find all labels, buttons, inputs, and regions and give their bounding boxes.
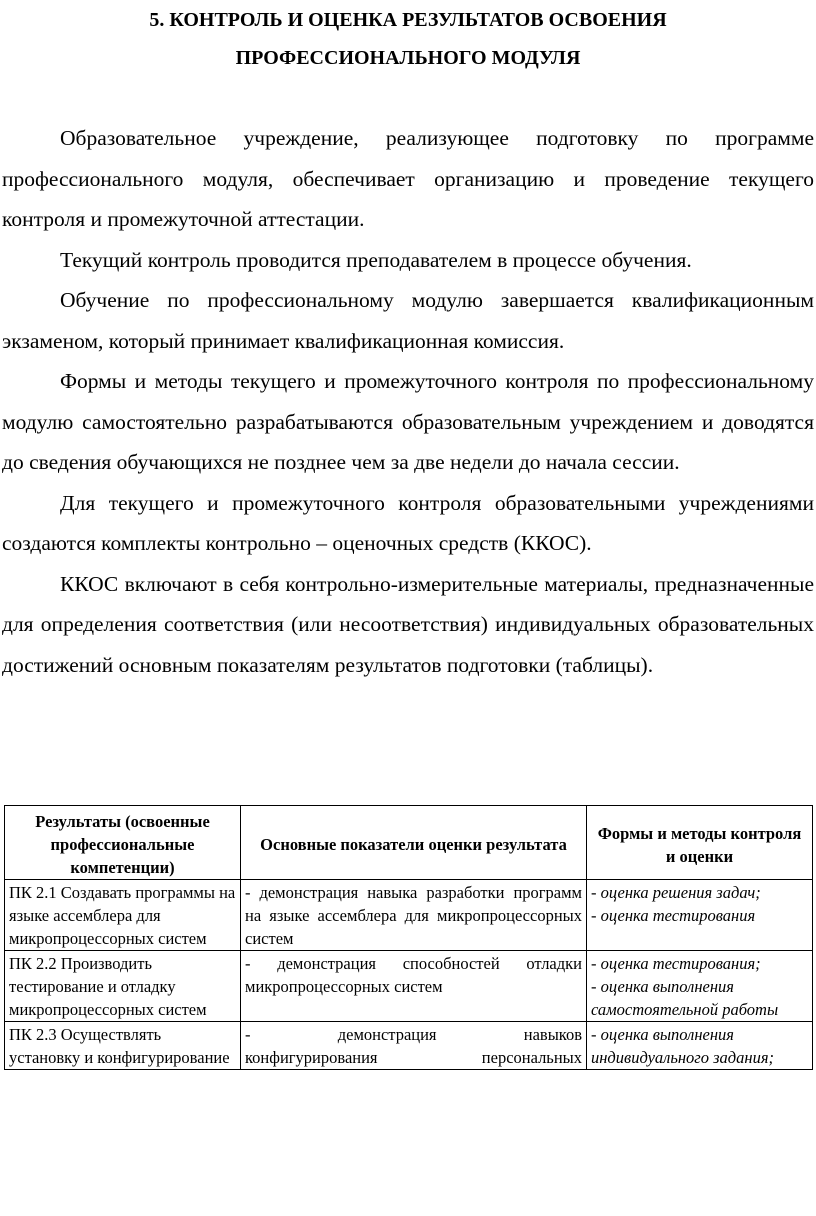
- body-text: [2, 118, 814, 685]
- header-indicators: Основные показатели оценки результата: [241, 806, 587, 880]
- paragraph: Образовательное учреждение, реализующее подготовку по программе профессионального модуля, обеспечивает организацию и проведение текущего контроля и промежуточной аттестации.: [2, 126, 814, 231]
- paragraph: ККОС включают в себя контрольно-измерительные материалы, предназначенные для определения соответствия (или несоответствия) индивидуальных образовательных достижений основным показателям результатов подготовки (таблицы).: [2, 571, 814, 677]
- header-results: Результаты (освоенные профессиональные компетенции): [5, 806, 241, 880]
- form-item: - оценка решения задач;: [591, 883, 761, 902]
- competence-cell: ПК 2.1 Создавать программы на языке ассемблера для микропроцессорных систем: [5, 880, 241, 951]
- table-header-row: [5, 806, 813, 880]
- form-item: - оценка тестирования: [591, 906, 756, 925]
- paragraph: Для текущего и промежуточного контроля образовательными учреждениями создаются комплекты контрольно – оценочных средств (ККОС).: [2, 490, 814, 555]
- page-title-line-2: ПРОФЕССИОНАЛЬНОГО МОДУЛЯ: [235, 47, 581, 69]
- forms-cell: [587, 880, 813, 951]
- header-forms: Формы и методы контроля и оценки: [587, 806, 813, 880]
- forms-cell: [587, 1022, 813, 1070]
- competence-cell: ПК 2.2 Производить тестирование и отладку микропроцессорных систем: [5, 951, 241, 1022]
- form-item: - оценка тестирования;: [591, 954, 761, 973]
- indicator-cell: - демонстрация навыка разработки программ на языке ассемблера для микропроцессорных систем: [241, 880, 587, 951]
- form-item: - оценка выполнения самостоятельной работы: [591, 977, 779, 1019]
- table-row: [5, 880, 813, 951]
- table-row: [5, 951, 813, 1022]
- competence-cell: ПК 2.3 Осуществлять установку и конфигурирование: [5, 1022, 241, 1070]
- forms-cell: [587, 951, 813, 1022]
- paragraph: Формы и методы текущего и промежуточного контроля по профессиональному модулю самостоятельно разрабатываются образовательным учреждением и доводятся до сведения обучающихся не позднее чем за две недели до начала сессии.: [2, 369, 814, 474]
- indicator-line: конфигурирования персональных: [245, 1048, 582, 1067]
- page-title-line-1: 5. КОНТРОЛЬ И ОЦЕНКА РЕЗУЛЬТАТОВ ОСВОЕНИЯ: [149, 9, 667, 31]
- indicator-line: - демонстрация навыков: [245, 1025, 582, 1044]
- paragraph: Текущий контроль проводится преподавателем в процессе обучения.: [60, 247, 692, 272]
- form-item: - оценка выполнения индивидуального задания;: [591, 1025, 774, 1067]
- table-row: [5, 1022, 813, 1070]
- paragraph: Обучение по профессиональному модулю завершается квалификационным экзаменом, который принимает квалификационная комиссия.: [2, 288, 814, 353]
- results-table: [4, 805, 813, 1070]
- indicator-cell: [241, 1022, 587, 1070]
- indicator-cell: - демонстрация способностей отладки микропроцессорных систем: [241, 951, 587, 1022]
